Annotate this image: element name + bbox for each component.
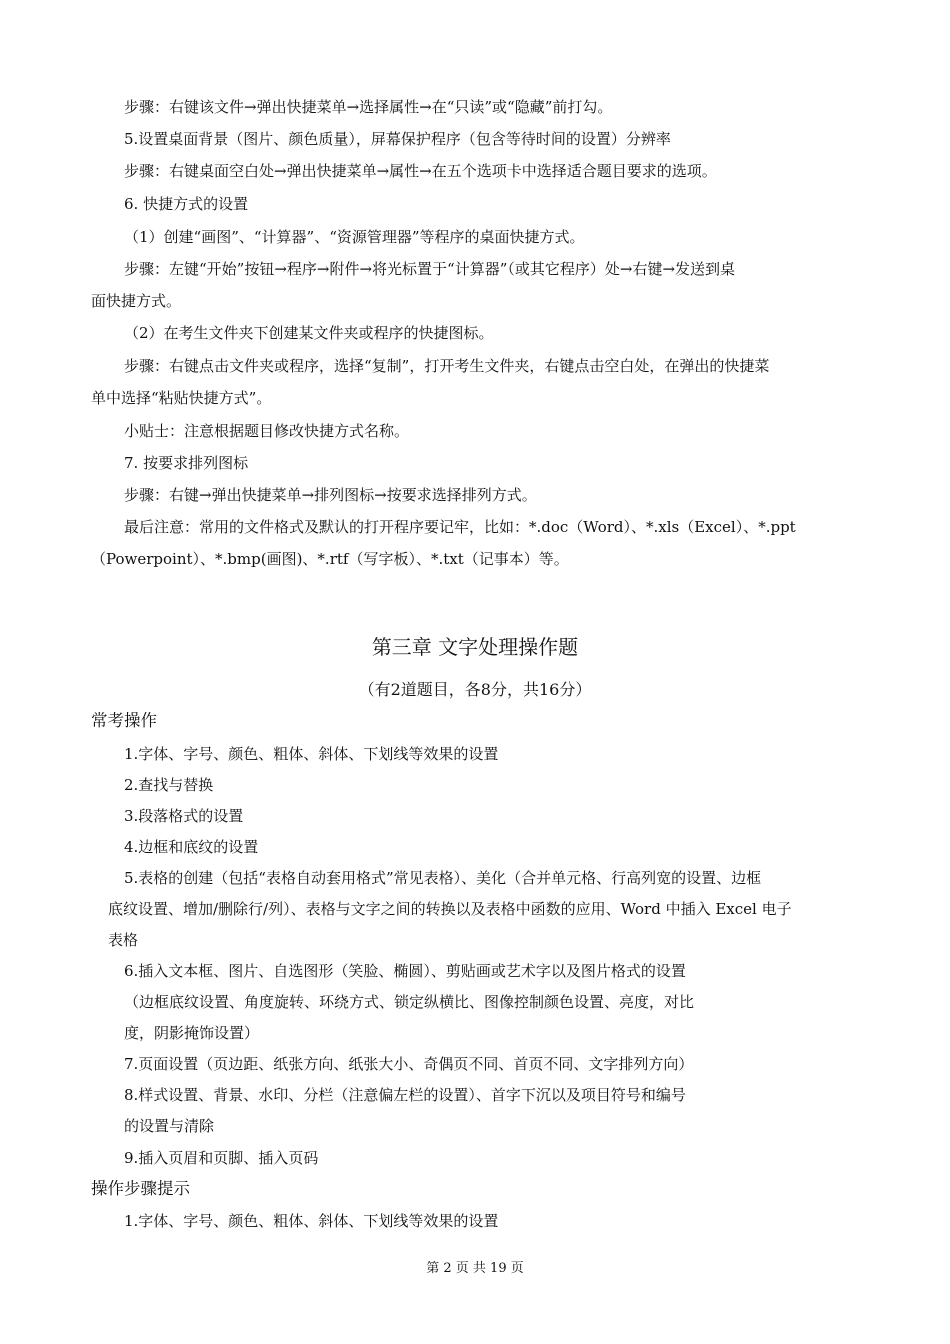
- note-line: 最后注意：常用的文件格式及默认的打开程序要记牢，比如：*.doc（Word）、*.xls（Excel）、*.ppt: [124, 518, 796, 536]
- note-line-cont: （Powerpoint）、*.bmp(画图)、*.rtf（写字板）、*.txt（记事本）等。: [91, 550, 569, 568]
- common-op-item: 2.查找与替换: [124, 776, 214, 794]
- common-op-cont: 的设置与清除: [124, 1117, 215, 1135]
- common-op-item: 8.样式设置、背景、水印、分栏（注意偏左栏的设置）、首字下沉以及项目符号和编号: [124, 1086, 686, 1104]
- sub-item-line: （1）创建“画图”、“计算器”、“资源管理器”等程序的桌面快捷方式。: [124, 228, 585, 246]
- common-op-cont: 底纹设置、增加/删除行/列）、表格与文字之间的转换以及表格中函数的应用、Word 中插入 Excel 电子: [108, 900, 792, 918]
- common-op-item: 1.字体、字号、颜色、粗体、斜体、下划线等效果的设置: [124, 745, 499, 763]
- step-line: 步骤：右键→弹出快捷菜单→排列图标→按要求选择排列方式。: [124, 486, 537, 504]
- step-line: 步骤：左键“开始”按钮→程序→附件→将光标置于“计算器”（或其它程序）处→右键→发送到桌: [124, 260, 736, 278]
- tip-line: 小贴士：注意根据题目修改快捷方式名称。: [124, 422, 410, 440]
- common-op-cont: （边框底纹设置、角度旋转、环绕方式、锁定纵横比、图像控制颜色设置、亮度，对比: [124, 993, 695, 1011]
- step-line: 步骤：右键该文件→弹出快捷菜单→选择属性→在“只读”或“隐藏”前打勾。: [124, 98, 613, 116]
- item-heading: 7. 按要求排列图标: [124, 454, 249, 472]
- common-op-item: 3.段落格式的设置: [124, 807, 244, 825]
- item-line: 5.设置桌面背景（图片、颜色质量），屏幕保护程序（包含等待时间的设置）分辨率: [124, 130, 671, 148]
- step-line-cont: 单中选择“粘贴快捷方式”。: [91, 389, 272, 407]
- step-line: 步骤：右键点击文件夹或程序，选择“复制”，打开考生文件夹，右键点击空白处，在弹出的快捷菜: [124, 357, 770, 375]
- chapter-title: 第三章 文字处理操作题: [371, 635, 579, 659]
- common-op-item: 4.边框和底纹的设置: [124, 838, 259, 856]
- common-op-item: 7.页面设置（页边距、纸张方向、纸张大小、奇偶页不同、首页不同、文字排列方向）: [124, 1055, 694, 1073]
- common-op-item: 5.表格的创建（包括“表格自动套用格式”常见表格）、美化（合并单元格、行高列宽的设置、边框: [124, 869, 762, 887]
- step-line: 步骤：右键桌面空白处→弹出快捷菜单→属性→在五个选项卡中选择适合题目要求的选项。: [124, 162, 717, 180]
- item-heading: 6. 快捷方式的设置: [124, 195, 249, 213]
- sub-item-line: （2）在考生文件夹下创建某文件夹或程序的快捷图标。: [124, 324, 494, 342]
- common-op-cont: 表格: [108, 931, 139, 949]
- chapter-subtitle: （有2道题目，各8分，共16分）: [358, 680, 592, 699]
- step-item: 1.字体、字号、颜色、粗体、斜体、下划线等效果的设置: [124, 1212, 499, 1230]
- page-footer: 第 2 页 共 19 页: [426, 1261, 524, 1276]
- common-op-cont: 度，阴影掩饰设置）: [124, 1024, 260, 1042]
- common-ops-label: 常考操作: [91, 711, 157, 730]
- steps-label: 操作步骤提示: [91, 1179, 190, 1198]
- common-op-item: 6.插入文本框、图片、自选图形（笑脸、椭圆）、剪贴画或艺术字以及图片格式的设置: [124, 962, 686, 980]
- step-line-cont: 面快捷方式。: [91, 292, 182, 310]
- common-op-item: 9.插入页眉和页脚、插入页码: [124, 1149, 319, 1167]
